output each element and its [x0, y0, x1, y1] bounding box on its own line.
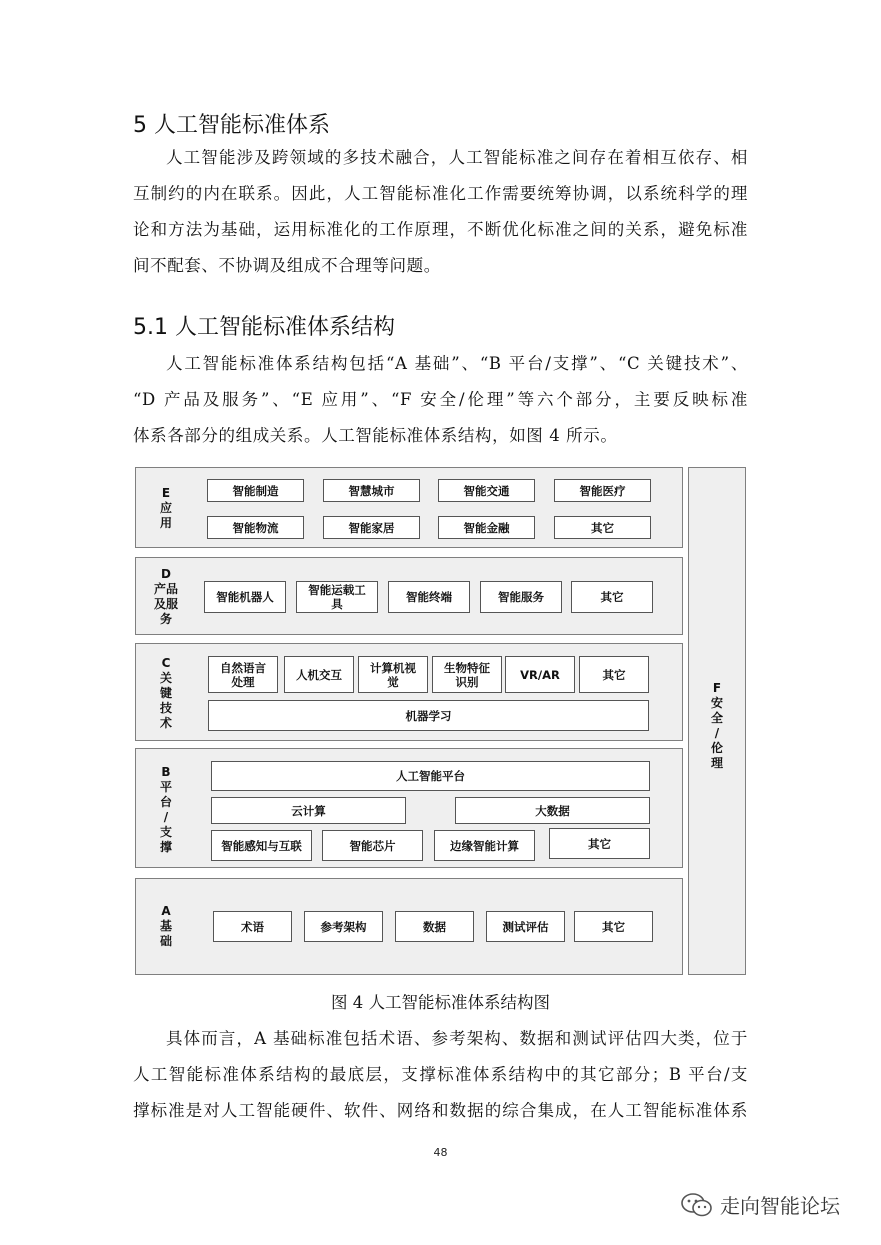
- box-c-item: 人机交互: [284, 656, 354, 693]
- box-a-item: 测试评估: [486, 911, 565, 942]
- box-a-item: 其它: [574, 911, 653, 942]
- paragraph-line: 人工智能标准体系结构的最底层，支撑标准体系结构中的其它部分；B 平台/支: [133, 1065, 748, 1084]
- layer-a-label: A 基 础: [159, 904, 172, 948]
- box-e-item: 智能物流: [207, 516, 304, 539]
- layer-d-label: D 产品 及服 务: [153, 567, 178, 626]
- box-e-item: 智能家居: [323, 516, 420, 539]
- watermark: [680, 1190, 840, 1219]
- paragraph-line: 论和方法为基础，运用标准化的工作原理，不断优化标准之间的关系，避免标准: [133, 220, 748, 239]
- body-paragraph: [133, 1021, 748, 1129]
- box-d-item: 智能终端: [388, 581, 470, 613]
- box-e-item: 智能制造: [207, 479, 304, 502]
- box-b-item: 智能芯片: [322, 830, 423, 861]
- box-b-cloud: 云计算: [211, 797, 406, 824]
- figure-caption: 图 4 人工智能标准体系结构图: [331, 993, 550, 1012]
- layer-b-label: B 平 台 / 支 撑: [159, 765, 172, 854]
- box-c-item: 生物特征识别: [432, 656, 502, 693]
- layer-a-foundation: [135, 878, 683, 975]
- box-e-item: 其它: [554, 516, 651, 539]
- box-c-item: VR/AR: [505, 656, 575, 693]
- box-a-item: 参考架构: [304, 911, 383, 942]
- box-e-item: 智能金融: [438, 516, 535, 539]
- paragraph-line: “D 产品及服务”、“E 应用”、“F 安全/伦理”等六个部分，主要反映标准: [133, 390, 748, 409]
- box-d-item: 智能服务: [480, 581, 562, 613]
- page-number: 48: [433, 1146, 448, 1159]
- layer-c-label: C 关 键 技 术: [159, 656, 172, 730]
- layer-d-products-services: [135, 557, 683, 635]
- box-d-item: 其它: [571, 581, 653, 613]
- section-5-title: 5 人工智能标准体系: [133, 113, 330, 138]
- paragraph-line: 互制约的内在联系。因此，人工智能标准化工作需要统筹协调，以系统科学的理: [133, 184, 748, 203]
- box-a-item: 数据: [395, 911, 474, 942]
- paragraph-line: 具体而言，A 基础标准包括术语、参考架构、数据和测试评估四大类，位于: [166, 1029, 748, 1048]
- box-d-item: 智能机器人: [204, 581, 286, 613]
- box-c-item: 自然语言处理: [208, 656, 278, 693]
- layer-f-label: F 安 全 / 伦 理: [710, 681, 723, 770]
- box-c-machine-learning: 机器学习: [208, 700, 649, 731]
- layer-f-safety-ethics: [688, 467, 746, 975]
- paragraph-line: 体系各部分的组成关系。人工智能标准体系结构，如图 4 所示。: [133, 426, 618, 445]
- box-c-item: 其它: [579, 656, 649, 693]
- layer-c-key-technologies: [135, 643, 683, 741]
- box-e-item: 智慧城市: [323, 479, 420, 502]
- box-b-item: 其它: [549, 828, 650, 859]
- wechat-icon: [680, 1192, 714, 1218]
- paragraph-line: 人工智能涉及跨领域的多技术融合，人工智能标准之间存在着相互依存、相: [166, 148, 748, 167]
- box-e-item: 智能交通: [438, 479, 535, 502]
- paragraph-line: 间不配套、不协调及组成不合理等问题。: [133, 256, 441, 275]
- box-c-item: 计算机视觉: [358, 656, 428, 693]
- section-5-1-paragraph: [133, 346, 748, 454]
- section-5-1-title: 5.1 人工智能标准体系结构: [133, 315, 395, 340]
- paragraph-line: 人工智能标准体系结构包括“A 基础”、“B 平台/支撑”、“C 关键技术”、: [166, 354, 748, 373]
- box-a-item: 术语: [213, 911, 292, 942]
- layer-e-application: [135, 467, 683, 548]
- watermark-text: 走向智能论坛: [720, 1194, 840, 1218]
- section-5-paragraph: [133, 140, 748, 284]
- paragraph-line: 撑标准是对人工智能硬件、软件、网络和数据的综合集成，在人工智能标准体系: [133, 1101, 748, 1120]
- layer-e-label: E 应 用: [159, 486, 172, 530]
- box-b-ai-platform: 人工智能平台: [211, 761, 650, 791]
- box-b-item: 边缘智能计算: [434, 830, 535, 861]
- box-e-item: 智能医疗: [554, 479, 651, 502]
- box-b-bigdata: 大数据: [455, 797, 650, 824]
- box-b-item: 智能感知与互联: [211, 830, 312, 861]
- box-d-item: 智能运载工具: [296, 581, 378, 613]
- layer-b-platform-support: [135, 748, 683, 868]
- ai-standard-system-diagram: [135, 467, 746, 975]
